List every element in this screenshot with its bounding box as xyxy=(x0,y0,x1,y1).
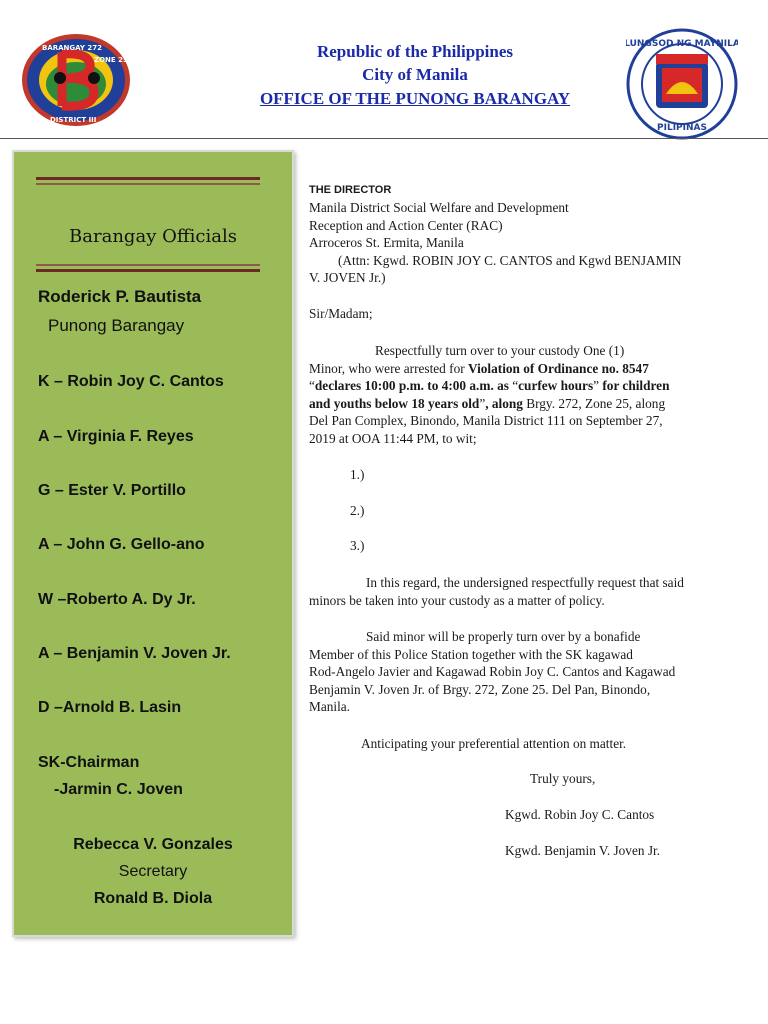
text-run: and youths below 18 years old xyxy=(309,395,480,411)
kagawad-name: G – Ester V. Portillo xyxy=(38,482,186,499)
list-item: 1.) xyxy=(350,467,365,482)
svg-text:BARANGAY 272: BARANGAY 272 xyxy=(42,44,103,52)
text-run: Brgy. 272, Zone 25, along xyxy=(522,395,666,411)
kagawad-name: A – Virginia F. Reyes xyxy=(38,428,194,445)
address-line: Arroceros St. Ermita, Manila xyxy=(309,235,464,250)
addressee-heading: THE DIRECTOR xyxy=(309,184,392,196)
office-line: OFFICE OF THE PUNONG BARANGAY xyxy=(259,89,571,108)
text-run: Minor, who were arrested for xyxy=(309,360,468,376)
secretary-name: Rebecca V. Gonzales xyxy=(73,836,233,853)
paragraph-1-line xyxy=(309,395,665,413)
signatory-name: Kgwd. Benjamin V. Joven Jr. xyxy=(505,843,661,858)
svg-text:LUNGSOD NG MAYNILA: LUNGSOD NG MAYNILA xyxy=(626,39,738,49)
sidebar-top-bar xyxy=(36,177,260,180)
paragraph-2-line: In this regard, the undersigned respectfully request that said xyxy=(366,575,684,590)
paragraph-3-line: Manila. xyxy=(309,699,350,714)
sidebar-bottom-bar-thin xyxy=(36,264,260,266)
captain-role: Punong Barangay xyxy=(48,316,185,335)
paragraph-3-line: Rod-Angelo Javier and Kagawad Robin Joy C. Cantos and Kagawad xyxy=(309,664,676,679)
text-run: “ xyxy=(309,378,315,393)
letterhead-title-block xyxy=(200,40,630,112)
captain-name: Roderick P. Bautista xyxy=(38,287,202,306)
officials-sidebar xyxy=(12,150,294,937)
list-item: 3.) xyxy=(350,538,365,553)
sidebar-title: Barangay Officials xyxy=(69,226,237,247)
salutation: Sir/Madam; xyxy=(309,306,373,321)
sidebar-top-bar-thin xyxy=(36,183,260,185)
address-line: Manila District Social Welfare and Development xyxy=(309,200,569,215)
city-line: City of Manila xyxy=(362,65,468,84)
text-run: for children xyxy=(599,378,670,393)
kagawad-name: A – John G. Gello-ano xyxy=(38,536,205,553)
treasurer-name: Ronald B. Diola xyxy=(93,890,213,907)
text-run: declares 10:00 p.m. to 4:00 a.m. as xyxy=(314,378,513,393)
attention-line: (Attn: Kgwd. ROBIN JOY C. CANTOS and Kgwd BENJAMIN xyxy=(338,252,682,268)
paragraph-1-line: Respectfully turn over to your custody One (1) xyxy=(375,343,625,358)
kagawad-name: A – Benjamin V. Joven Jr. xyxy=(38,645,231,662)
kagawad-name: W –Roberto A. Dy Jr. xyxy=(38,591,196,608)
paragraph-3-line: Said minor will be properly turn over by a bonafide xyxy=(366,629,641,644)
svg-text:ZONE 25: ZONE 25 xyxy=(94,56,128,64)
kagawad-name: K – Robin Joy C. Cantos xyxy=(38,373,224,390)
sk-chairman-label: SK-Chairman xyxy=(38,754,140,771)
header-divider xyxy=(0,138,768,139)
signatory-name: Kgwd. Robin Joy C. Cantos xyxy=(505,807,655,822)
sidebar-bottom-bar xyxy=(36,269,260,272)
kagawad-name: D –Arnold B. Lasin xyxy=(38,699,182,716)
attention-line: V. JOVEN Jr.) xyxy=(309,270,386,285)
paragraph-1-line: Del Pan Complex, Binondo, Manila District 111 on September 27, xyxy=(309,413,663,428)
text-run: , along xyxy=(485,395,523,411)
complimentary-close: Truly yours, xyxy=(530,771,596,786)
paragraph-1-line xyxy=(309,360,649,378)
country-line: Republic of the Philippines xyxy=(316,42,513,61)
svg-text:DISTRICT III: DISTRICT III xyxy=(50,116,97,124)
address-line: Reception and Action Center (RAC) xyxy=(309,217,503,233)
manila-seal-logo xyxy=(626,28,738,140)
svg-text:PILIPINAS: PILIPINAS xyxy=(657,123,707,133)
secretary-role: Secretary xyxy=(118,863,188,880)
barangay-seal-logo xyxy=(20,32,132,128)
text-run: ” xyxy=(479,395,486,411)
paragraph-1-line xyxy=(309,377,669,395)
list-item: 2.) xyxy=(350,503,365,518)
text-run: “ xyxy=(512,378,519,393)
paragraph-2-line: minors be taken into your custody as a matter of policy. xyxy=(309,592,605,608)
paragraph-4: Anticipating your preferential attention on matter. xyxy=(361,736,627,751)
ordinance-reference: Violation of Ordinance no. 8547 xyxy=(467,360,649,376)
sk-chairman-name: -Jarmin C. Joven xyxy=(54,781,183,798)
paragraph-1-line: 2019 at OOA 11:44 PM, to wit; xyxy=(309,430,477,446)
paragraph-3-line: Benjamin V. Joven Jr. of Brgy. 272, Zone 25. Del Pan, Binondo, xyxy=(309,681,651,697)
text-run: ” xyxy=(593,378,600,393)
paragraph-3-line: Member of this Police Station together with the SK kagawad xyxy=(309,646,633,662)
text-run: curfew hours xyxy=(518,378,594,393)
letterhead xyxy=(0,0,768,142)
